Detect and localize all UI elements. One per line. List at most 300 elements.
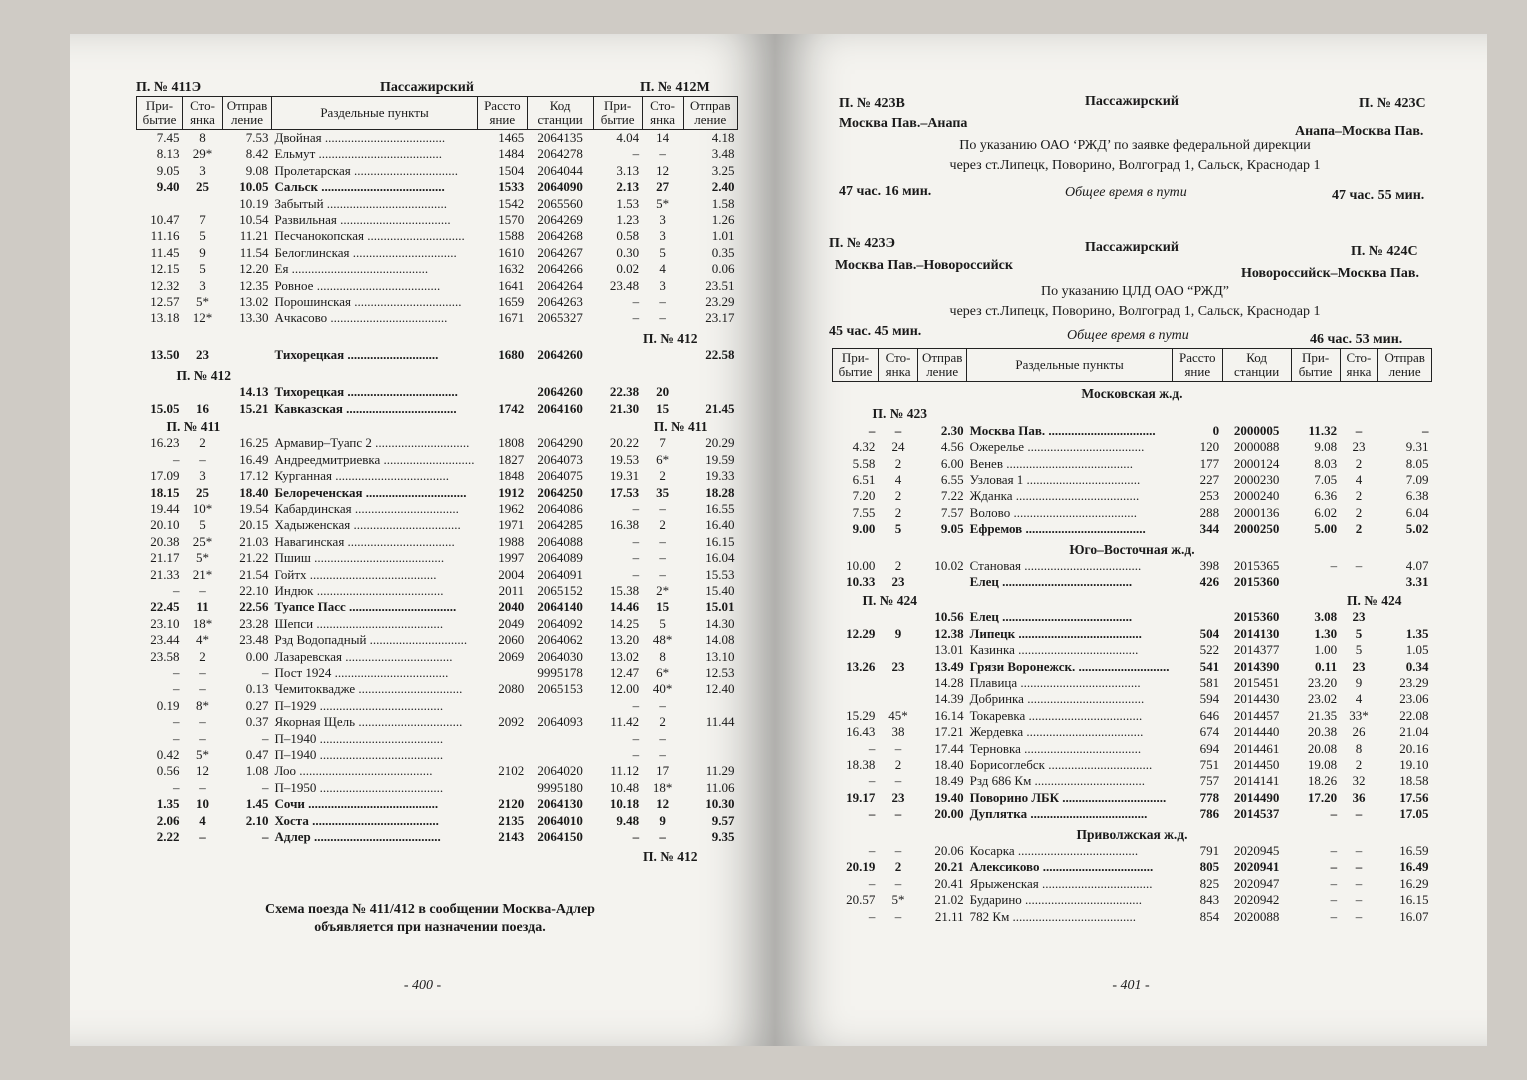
table-cell: 15 (656, 599, 670, 615)
table-cell: 40* (652, 681, 673, 697)
table-cell (833, 609, 879, 625)
table-cell: 11.21 (239, 228, 269, 244)
label-row (137, 417, 738, 435)
table-cell: – (894, 773, 902, 789)
table-cell: 1465 (498, 130, 525, 145)
table-cell: 2 (894, 859, 902, 875)
table-cell: 8 (659, 648, 666, 664)
table-cell: 16.04 (705, 550, 735, 566)
table-cell: 5 (659, 244, 666, 260)
table-cell: 2064267 (537, 244, 583, 260)
table-cell: 2064093 (537, 714, 583, 730)
table-cell: – (199, 730, 206, 746)
table-cell: 4 (1355, 691, 1363, 707)
column-header: Сто- янка (182, 97, 222, 130)
table-cell: 3.48 (711, 146, 735, 162)
table-row (137, 780, 738, 796)
table-row (137, 714, 738, 730)
table-cell: 0.13 (245, 681, 269, 697)
table-cell: 0.37 (245, 714, 269, 730)
table-cell: 2 (199, 435, 206, 451)
table-cell: – (868, 773, 876, 789)
table-cell: 5* (891, 892, 905, 908)
table-cell: 1912 (498, 484, 525, 500)
table-cell: 10.56 (934, 609, 964, 625)
table-row (833, 642, 1432, 658)
table-cell: 8.05 (1405, 455, 1429, 471)
table-cell: 2064264 (537, 277, 583, 293)
table-cell: 17.09 (150, 468, 180, 484)
table-cell: 1.53 (616, 195, 640, 211)
column-header: Раздельные пункты (967, 349, 1173, 382)
table-cell: 2064135 (537, 130, 583, 145)
table-cell: 10.02 (934, 558, 964, 574)
table-cell: 4.04 (616, 130, 640, 145)
train-label: П. № 411 (653, 418, 708, 434)
right-timetable (832, 348, 1432, 925)
table-row (833, 439, 1432, 455)
table-cell: 426 (1199, 574, 1220, 590)
table-cell: – (659, 310, 666, 326)
table-cell: 18.49 (934, 773, 964, 789)
table-cell: 5 (1355, 625, 1363, 641)
table-cell: – (172, 779, 180, 795)
table-cell: 2064073 (537, 451, 583, 467)
column-header: При- бытие (1291, 349, 1340, 382)
table-cell: 1.23 (616, 212, 640, 228)
table-row (137, 146, 738, 162)
station-name: Курганная ................................... (274, 468, 449, 484)
table-cell: 3 (659, 228, 666, 244)
table-row (137, 681, 738, 697)
column-header: Рассто яние (478, 97, 528, 130)
footer-note-line1: Схема поезда № 411/412 в сообщении Москва-Адлер (265, 902, 595, 917)
travel-time-label-423e: Общее время в пути (1067, 328, 1189, 343)
table-cell: 18.40 (239, 484, 269, 500)
table-cell: 1742 (498, 400, 525, 416)
table-row (137, 163, 738, 179)
table-row (833, 790, 1432, 806)
table-cell: – (199, 582, 206, 598)
table-row (833, 806, 1432, 822)
table-row (137, 747, 738, 763)
table-cell: 12.00 (609, 681, 640, 697)
table-cell: – (659, 533, 666, 549)
table-cell: 20 (656, 384, 670, 400)
table-row (137, 261, 738, 277)
table-cell: 2.22 (156, 829, 180, 845)
section-label: Московская ж.д. (1081, 386, 1183, 401)
table-cell: 2020942 (1233, 892, 1280, 908)
table-cell: 2049 (498, 615, 525, 631)
table-cell: 16.38 (609, 517, 640, 533)
table-cell: – (632, 533, 640, 549)
table-cell: 2064278 (537, 146, 583, 162)
table-cell: 1988 (498, 533, 525, 549)
table-cell: 6.00 (940, 455, 964, 471)
table-cell: 17.53 (609, 484, 640, 500)
table-row (137, 435, 738, 451)
table-cell: – (199, 779, 206, 795)
table-row (137, 763, 738, 779)
table-cell: 2015360 (1233, 574, 1280, 590)
table-row (137, 245, 738, 261)
station-name: Ельмут ...................................... (274, 146, 443, 162)
table-row (137, 649, 738, 665)
left-timetable (136, 96, 738, 866)
station-name: Поворино ЛБК ................................ (969, 789, 1167, 805)
table-cell: 23 (891, 658, 905, 674)
table-cell: 2000088 (1233, 439, 1280, 455)
table-cell: 7.09 (1405, 472, 1429, 488)
table-cell: – (1330, 875, 1338, 891)
table-cell: 23.48 (239, 632, 269, 648)
left-page-number: - 400 - (403, 978, 442, 993)
table-cell: 9.00 (852, 521, 876, 537)
table-cell: 227 (1199, 472, 1220, 488)
column-header: Отправ ление (1378, 349, 1432, 382)
table-cell: 786 (1199, 806, 1220, 822)
table-cell: 2014377 (1233, 642, 1280, 658)
table-cell: – (1355, 806, 1363, 822)
table-cell: 2135 (498, 812, 525, 828)
table-cell: 21.02 (934, 892, 964, 908)
station-name: Шепси ....................................... (274, 615, 444, 631)
station-name: Добринка .................................... (969, 691, 1145, 707)
table-cell (478, 731, 528, 747)
station-name: Пшиш ........................................ (274, 550, 445, 566)
table-cell: 854 (1199, 908, 1220, 924)
table-cell: 2020945 (1233, 842, 1280, 858)
station-name: Навагинская ................................. (274, 533, 455, 549)
table-cell: 4 (894, 472, 902, 488)
table-cell: 2.10 (245, 812, 269, 828)
table-cell: 7 (659, 435, 666, 451)
table-row (833, 741, 1432, 757)
table-cell: 1827 (498, 451, 525, 467)
table-cell: – (199, 451, 206, 467)
column-header: При- бытие (593, 97, 642, 130)
column-header: Сто- янка (1340, 349, 1378, 382)
table-cell: 2064260 (537, 384, 583, 400)
label-row (833, 402, 1432, 422)
table-cell: – (632, 566, 640, 582)
table-cell: 757 (1199, 773, 1220, 789)
table-cell: 10.05 (239, 179, 269, 195)
table-cell (878, 691, 917, 707)
table-cell: 9 (894, 625, 902, 641)
station-name: Порошинская ................................. (274, 294, 462, 310)
table-cell: 1.35 (1405, 625, 1429, 641)
table-cell: 25 (195, 179, 209, 195)
table-cell: 2 (1355, 521, 1363, 537)
table-cell: 33* (1349, 707, 1369, 723)
table-cell: 14.25 (609, 615, 640, 631)
table-cell: 541 (1199, 658, 1220, 674)
station-name: Якорная Щель ................................ (274, 714, 463, 730)
table-cell: 581 (1199, 674, 1220, 690)
table-cell: 3 (199, 162, 206, 178)
table-cell: 4 (199, 812, 206, 828)
station-name: Двойная ..................................... (274, 130, 446, 145)
table-cell: – (262, 665, 269, 680)
table-cell: 25 (195, 484, 209, 500)
table-cell: 20.16 (1399, 740, 1429, 756)
table-row (833, 724, 1432, 740)
table-cell: 17.20 (1307, 789, 1338, 805)
table-cell: 15 (656, 400, 670, 416)
table-cell: 2064010 (537, 812, 583, 828)
table-cell: 10.30 (705, 796, 735, 812)
table-cell: 2065153 (537, 681, 583, 697)
table-cell: 3 (199, 277, 206, 293)
table-cell: 2011 (498, 582, 525, 598)
section-label: П. № 423 (872, 406, 927, 422)
table-cell: 2064260 (537, 347, 583, 363)
table-cell: 2102 (498, 763, 525, 779)
table-cell: 2 (894, 558, 902, 574)
table-cell: 10.54 (239, 212, 269, 228)
station-name: Плавица ..................................... (969, 674, 1141, 690)
table-cell: 694 (1199, 740, 1220, 756)
table-cell: 9 (659, 812, 666, 828)
column-header: Код станции (527, 97, 593, 130)
table-cell: 18.15 (150, 484, 180, 500)
table-cell: 20.41 (934, 875, 964, 891)
table-cell: 16.29 (1399, 875, 1429, 891)
table-row (137, 583, 738, 599)
table-cell: 13.01 (934, 642, 964, 658)
table-cell (683, 698, 737, 714)
table-cell: – (659, 747, 666, 763)
table-cell: – (659, 697, 666, 713)
table-cell: – (262, 829, 269, 845)
column-header: Отправ ление (223, 97, 272, 130)
table-row (137, 501, 738, 517)
table-cell: 1570 (498, 212, 525, 228)
table-cell: 825 (1199, 875, 1220, 891)
table-cell: – (868, 842, 876, 858)
table-cell: 2 (1355, 756, 1363, 772)
table-cell: – (894, 875, 902, 891)
table-cell: – (172, 582, 180, 598)
table-cell: 2064263 (537, 294, 583, 310)
table-cell: 2000005 (1233, 422, 1280, 438)
table-cell: 1671 (498, 310, 525, 326)
table-cell: 19.33 (705, 468, 735, 484)
table-cell: 2064269 (537, 212, 583, 228)
table-row (833, 691, 1432, 707)
table-cell: – (659, 146, 666, 162)
station-name: Развильная .................................. (274, 212, 451, 228)
table-cell: 13.26 (846, 658, 876, 674)
table-cell: 1.35 (156, 796, 180, 812)
table-cell: 4.32 (852, 439, 876, 455)
station-name: Забытый ..................................... (274, 195, 448, 211)
table-row (833, 558, 1432, 574)
section-label: П. № 412 (643, 330, 698, 346)
table-cell: 2064092 (537, 615, 583, 631)
station-name: Дуплятка .................................... (969, 806, 1148, 822)
table-cell (593, 347, 642, 363)
table-cell: 17 (656, 763, 670, 779)
table-cell: 2000240 (1233, 488, 1280, 504)
table-cell: – (172, 451, 180, 467)
table-cell: 8 (199, 130, 206, 145)
table-cell: 4.07 (1405, 558, 1429, 574)
table-cell: 23.48 (609, 277, 640, 293)
table-cell: – (632, 747, 640, 763)
station-name: Косарка ..................................... (969, 842, 1139, 858)
table-cell: 48* (652, 632, 673, 648)
table-cell (182, 196, 222, 212)
label-row (137, 364, 738, 384)
table-cell: 16.49 (1399, 859, 1429, 875)
table-cell: 12.40 (705, 681, 735, 697)
column-header: Отправ ление (683, 97, 737, 130)
station-name: Жердевка .................................... (969, 724, 1144, 740)
table-cell: 12.15 (150, 261, 180, 277)
station-name: Гойтх ....................................... (274, 566, 437, 582)
table-cell: 1588 (498, 228, 525, 244)
table-cell: 6* (656, 665, 670, 680)
table-cell: 27 (656, 179, 670, 195)
table-cell: – (632, 294, 640, 310)
table-cell: – (1355, 875, 1363, 891)
table-cell: 2* (656, 582, 670, 598)
table-cell: 15.40 (705, 582, 735, 598)
station-name: Венев ....................................... (969, 455, 1133, 471)
table-cell: 19.44 (150, 500, 180, 516)
table-cell: 1680 (498, 347, 525, 363)
route-moscow-anapa: Москва Пав.–Анапа (839, 116, 968, 131)
station-name: П–1929 ...................................... (274, 697, 444, 713)
table-cell (478, 747, 528, 763)
station-name: Сальск ...................................... (274, 179, 445, 195)
table-cell: 4* (195, 632, 209, 648)
table-cell (878, 642, 917, 658)
table-cell: 9.48 (616, 812, 640, 828)
table-cell: 0.27 (245, 697, 269, 713)
section-label: Приволжская ж.д. (1076, 826, 1188, 842)
table-cell: 16.55 (705, 500, 735, 516)
table-cell: 843 (1199, 892, 1220, 908)
table-cell: 0.02 (616, 261, 640, 277)
table-cell: 2000250 (1233, 521, 1280, 537)
table-cell: 15.21 (239, 400, 269, 416)
train-label: П. № 424 (862, 592, 917, 608)
station-name: Липецк ...................................... (969, 625, 1142, 641)
table-cell: 0.58 (616, 228, 640, 244)
train-label: П. № 424 (1347, 592, 1402, 608)
table-cell: 13.20 (609, 632, 640, 648)
table-cell: 32 (1352, 773, 1366, 789)
train-423v-number: П. № 423В (839, 96, 905, 111)
station-name: Грязи Воронежск. ............................ (969, 658, 1170, 674)
table-cell: 2000124 (1233, 455, 1280, 471)
table-cell: 23 (891, 574, 905, 590)
table-cell: 8 (1355, 740, 1363, 756)
table-cell: 2014461 (1233, 740, 1280, 756)
table-cell: 1610 (498, 244, 525, 260)
table-cell: 12.35 (239, 277, 269, 293)
table-cell: 18.40 (934, 756, 964, 772)
station-name: 782 Км ...................................... (969, 908, 1137, 924)
table-row (833, 859, 1432, 875)
station-name: Белоглинская ................................ (274, 244, 457, 260)
table-row (137, 698, 738, 714)
table-cell (1340, 574, 1378, 590)
station-name: Елец ........................................ (969, 609, 1133, 625)
table-cell: 2 (199, 648, 206, 664)
table-cell: 15.29 (846, 707, 876, 723)
table-cell: 2 (659, 714, 666, 730)
left-table-header (137, 97, 738, 130)
table-cell: 9.05 (156, 162, 180, 178)
table-cell: 0 (1212, 422, 1220, 438)
label-row (137, 845, 738, 865)
table-cell: 25* (192, 533, 213, 549)
column-header: Сто- янка (642, 97, 683, 130)
table-cell: – (1330, 806, 1338, 822)
travel-time-423v: 47 час. 16 мин. (839, 184, 932, 199)
table-cell: 2064062 (537, 632, 583, 648)
station-name: Ярыженская .................................. (969, 875, 1153, 891)
table-cell: 2 (1355, 488, 1363, 504)
table-cell: 5* (195, 747, 209, 763)
table-cell (527, 747, 593, 763)
column-header: Рассто яние (1172, 349, 1222, 382)
table-cell: 1.30 (1314, 625, 1338, 641)
column-header: Раздельные пункты (272, 97, 478, 130)
table-row (833, 521, 1432, 537)
table-cell: 13.50 (150, 347, 180, 363)
table-cell: 16.15 (1399, 892, 1429, 908)
table-cell: 7 (199, 212, 206, 228)
table-cell (878, 675, 917, 691)
table-cell (683, 731, 737, 747)
table-cell: 594 (1199, 691, 1220, 707)
table-cell: 11.42 (610, 714, 640, 730)
table-cell: 6.02 (1314, 504, 1338, 520)
table-row (833, 505, 1432, 521)
station-name: Ровное ...................................... (274, 277, 441, 293)
table-cell: 11 (196, 599, 209, 615)
table-cell: 26 (1352, 724, 1366, 740)
table-cell: 11.16 (150, 228, 180, 244)
table-cell: 2064091 (537, 566, 583, 582)
table-row (833, 423, 1432, 439)
table-cell: 15.01 (705, 599, 735, 615)
table-cell: 9 (1355, 674, 1363, 690)
table-cell: 14.08 (705, 632, 735, 648)
table-cell (642, 347, 683, 363)
table-cell: 1484 (498, 146, 525, 162)
table-row (137, 813, 738, 829)
table-cell: 2064290 (537, 435, 583, 451)
table-cell: 22.08 (1399, 707, 1429, 723)
table-cell: 4 (659, 261, 666, 277)
table-cell: 24 (891, 439, 905, 455)
table-cell: 8.42 (245, 146, 269, 162)
table-cell: – (1330, 892, 1338, 908)
table-cell: 6.55 (940, 472, 964, 488)
table-cell: 3.25 (711, 162, 735, 178)
table-row (137, 130, 738, 147)
station-name: Туапсе Пасс ................................. (274, 599, 457, 615)
table-cell: – (632, 310, 640, 326)
table-cell: 522 (1199, 642, 1220, 658)
